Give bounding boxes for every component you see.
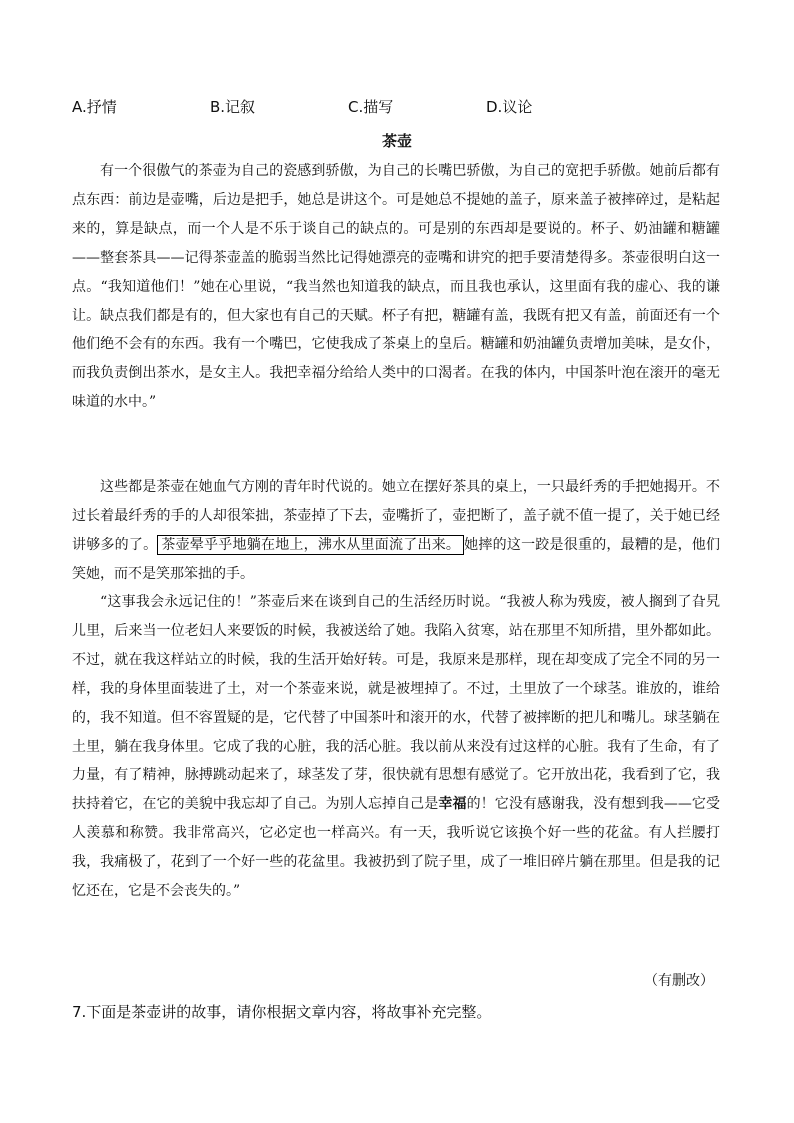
option-d: D.议论 bbox=[486, 98, 533, 116]
paragraph-2-text-after: 她摔的这一跤是很重的，最糟的是，他们笑她，而不是笑那笨拙的手。 bbox=[72, 536, 721, 582]
question-7: 7.下面是茶壶讲的故事，请你根据文章内容，将故事补充完整。 bbox=[72, 1003, 492, 1021]
bold-word: 幸福 bbox=[438, 796, 467, 813]
edit-note: （有删改） bbox=[644, 973, 714, 989]
paragraph-3 bbox=[72, 588, 720, 906]
paragraph-3-text-after: 的！它没有感谢我，没有想到我——它受人羡慕和称赞。我非常高兴，它必定也一样高兴。有一天，我听说它该换个好一些的花盆。有人拦腰打我，我痛极了，花到了一个好一些的花盆里。我被扔到了院子里，成了一堆旧碎片躺在那里。但是我的记忆还在，它是不会丧失的。” bbox=[72, 796, 721, 900]
paragraph-3-text-before: “这事我会永远记住的！”茶壶后来在谈到自己的生活经历时说。“我被人称为残废，被人搁到了旮旯儿里，后来当一位老妇人来要饭的时候，我被送给了她。我陷入贫寒，站在那里不知所措，里外都如此。不过，就在我这样站立的时候，我的生活开始好转。可是，我原来是那样，现在却变成了完全不同的另一样，我的身体里面装进了土，对一个茶壶来说，就是被埋掉了。不过，土里放了一个球茎。谁放的，谁给的，我不知道。但不容置疑的是，它代替了中国茶叶和滚开的水，代替了被摔断的把儿和嘴儿。球茎躺在土里，躺在我身体里。它成了我的心脏，我的活心脏。我以前从来没有过这样的心脏。我有了生命，有了力量，有了精神，脉搏跳动起来了，球茎发了芽，很快就有思想有感觉了。它开放出花，我看到了它，我扶持着它，在它的美貌中我忘却了自己。为别人忘掉自己是 bbox=[72, 594, 720, 813]
boxed-sentence: 茶壶晕乎乎地躺在地上，沸水从里面流了出来。 bbox=[157, 535, 464, 555]
paragraph-2-text-before: 这些都是茶壶在她血气方刚的青年时代说的。她立在摆好茶具的桌上，一只最纤秀的手把她揭开。不过长着最纤秀的手的人却很笨拙，茶壶掉了下去，壶嘴折了，壶把断了，盖子就不值一提了，关于她已经讲够多的了。 bbox=[72, 479, 720, 553]
paragraph-2 bbox=[72, 473, 720, 589]
answer-options bbox=[72, 96, 732, 118]
option-a: A.抒情 bbox=[72, 98, 117, 116]
article-title: 茶壶 bbox=[381, 132, 412, 150]
option-b: B.记叙 bbox=[210, 98, 256, 116]
paragraph-1: 有一个很傲气的茶壶为自己的瓷感到骄傲，为自己的长嘴巴骄傲，为自己的宽把手骄傲。她前后都有点东西：前边是壶嘴，后边是把手，她总是讲这个。可是她总不提她的盖子，原来盖子被摔碎过，是粘起来的，算是缺点，而一个人是不乐于谈自己的缺点的。可是别的东西却是要说的。杯子、奶油罐和糖罐——整套茶具——记得茶壶盖的脆弱当然比记得她漂亮的壶嘴和讲究的把手要清楚得多。茶壶很明白这一点。“我知道他们！”她在心里说，“我当然也知道我的缺点，而且我也承认，这里面有我的虚心、我的谦让。缺点我们都是有的，但大家也有自己的天赋。杯子有把，糖罐有盖，我既有把又有盖，前面还有一个他们绝不会有的东西。我有一个嘴巴，它使我成了茶桌上的皇后。糖罐和奶油罐负责增加美味，是女仆，而我负责倒出茶水，是女主人。我把幸福分给给人类中的口渴者。在我的体内，中国茶叶泡在滚开的毫无味道的水中。” bbox=[72, 163, 720, 411]
option-c: C.描写 bbox=[348, 98, 394, 116]
